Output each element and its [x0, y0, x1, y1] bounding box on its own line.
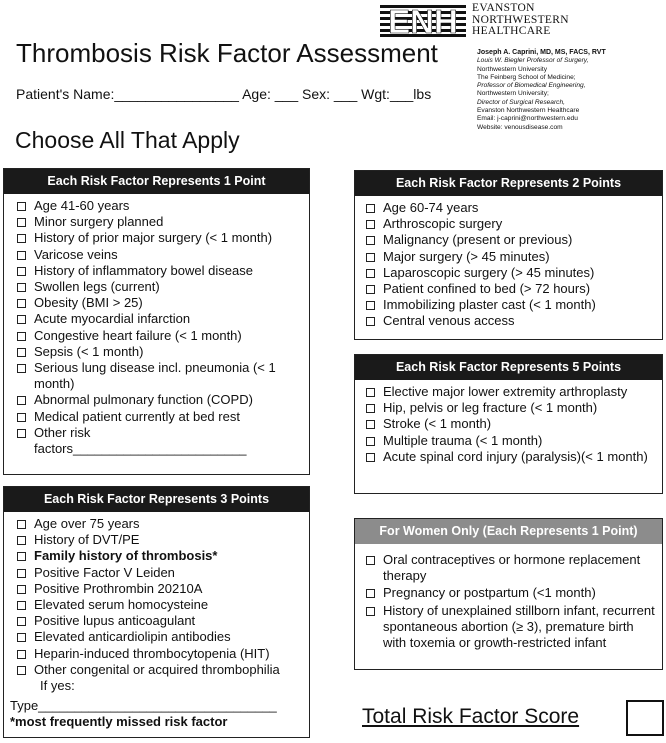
risk-factor-item[interactable]: Malignancy (present or previous): [365, 232, 656, 248]
risk-factor-item[interactable]: Central venous access: [365, 313, 656, 329]
risk-factor-item[interactable]: Age over 75 years: [16, 516, 303, 532]
risk-factor-item[interactable]: Major surgery (> 45 minutes): [365, 249, 656, 265]
checkbox-icon[interactable]: [17, 429, 26, 438]
checkbox-icon[interactable]: [17, 633, 26, 642]
checkbox-icon[interactable]: [17, 536, 26, 545]
author-line: The Feinberg School of Medicine;: [477, 73, 576, 81]
checkbox-icon[interactable]: [17, 218, 26, 227]
checkbox-icon[interactable]: [17, 332, 26, 341]
logo-line-2: NORTHWESTERN: [472, 13, 569, 26]
checkbox-icon[interactable]: [366, 204, 375, 213]
risk-factor-item[interactable]: Pregnancy or postpartum (<1 month): [365, 585, 656, 601]
two-point-header: Each Risk Factor Represents 2 Points: [355, 171, 662, 196]
risk-factor-item-other[interactable]: Other risk factors________________________: [16, 425, 303, 457]
author-line: Evanston Northwestern Healthcare: [477, 107, 580, 115]
risk-factor-item[interactable]: Positive Factor V Leiden: [16, 565, 303, 581]
checkbox-icon[interactable]: [17, 569, 26, 578]
one-point-header: Each Risk Factor Represents 1 Point: [4, 169, 309, 194]
risk-factor-item[interactable]: Elective major lower extremity arthroplasty: [365, 384, 656, 400]
risk-factor-item[interactable]: Obesity (BMI > 25): [16, 295, 303, 311]
risk-factor-item[interactable]: Arthroscopic surgery: [365, 216, 656, 232]
risk-factor-item[interactable]: Positive lupus anticoagulant: [16, 613, 303, 629]
checkbox-icon[interactable]: [17, 202, 26, 211]
enh-logo: [380, 3, 585, 39]
five-point-box: [354, 354, 663, 494]
checkbox-icon[interactable]: [17, 520, 26, 529]
risk-factor-item[interactable]: Minor surgery planned: [16, 214, 303, 230]
checkbox-icon[interactable]: [17, 364, 26, 373]
checkbox-icon[interactable]: [17, 396, 26, 405]
checkbox-icon[interactable]: [17, 601, 26, 610]
checkbox-icon[interactable]: [17, 299, 26, 308]
checkbox-icon[interactable]: [17, 251, 26, 260]
author-website: Website: venousdisease.com: [477, 123, 563, 131]
three-point-box: [3, 486, 310, 738]
checkbox-icon[interactable]: [366, 437, 375, 446]
logo-wordmark: [472, 3, 569, 38]
checkbox-icon[interactable]: [366, 220, 375, 229]
logo-line-3: HEALTHCARE: [472, 25, 551, 37]
checkbox-icon[interactable]: [366, 556, 375, 565]
risk-factor-item[interactable]: Age 41-60 years: [16, 198, 303, 214]
checkbox-icon[interactable]: [17, 234, 26, 243]
author-line: Director of Surgical Research,: [477, 98, 565, 106]
risk-factor-item[interactable]: Acute spinal cord injury (paralysis)(< 1 month): [365, 449, 656, 465]
checkbox-icon[interactable]: [366, 301, 375, 310]
checkbox-icon[interactable]: [366, 453, 375, 462]
risk-factor-item[interactable]: History of prior major surgery (< 1 month): [16, 230, 303, 246]
risk-factor-item[interactable]: Varicose veins: [16, 247, 303, 263]
checkbox-icon[interactable]: [366, 589, 375, 598]
enh-logo-mark: [380, 5, 466, 37]
risk-factor-item[interactable]: Patient confined to bed (> 72 hours): [365, 281, 656, 297]
women-only-box: [354, 518, 663, 670]
risk-factor-item[interactable]: Multiple trauma (< 1 month): [365, 433, 656, 449]
risk-factor-item[interactable]: Age 60-74 years: [365, 200, 656, 216]
checkbox-icon[interactable]: [366, 253, 375, 262]
two-point-box: [354, 170, 663, 340]
checkbox-icon[interactable]: [17, 267, 26, 276]
risk-factor-item[interactable]: Serious lung disease incl. pneumonia (< 1 month): [16, 360, 303, 392]
author-line: Professor of Biomedical Engineering,: [477, 82, 586, 90]
risk-factor-item[interactable]: Elevated anticardiolipin antibodies: [16, 629, 303, 645]
risk-factor-item[interactable]: Medical patient currently at bed rest: [16, 409, 303, 425]
risk-factor-item[interactable]: History of unexplained stillborn infant, recurrent spontaneous abortion (≥ 3), premature birth with toxemia or growth-restricted infant: [365, 603, 656, 652]
checkbox-icon[interactable]: [17, 348, 26, 357]
author-info: [477, 49, 662, 132]
checkbox-icon[interactable]: [17, 585, 26, 594]
five-point-header: Each Risk Factor Represents 5 Points: [355, 355, 662, 380]
enh-monogram: ENH: [388, 5, 458, 37]
risk-factor-item[interactable]: Laparoscopic surgery (> 45 minutes): [365, 265, 656, 281]
author-email: Email: j-caprini@northwestern.edu: [477, 115, 578, 123]
risk-factor-item[interactable]: Other congenital or acquired thrombophilia: [16, 662, 303, 678]
if-yes-label: If yes:: [40, 678, 75, 694]
footnote: *most frequently missed risk factor: [10, 714, 228, 729]
type-line[interactable]: Type_________________________________: [10, 698, 277, 713]
checkbox-icon[interactable]: [17, 315, 26, 324]
risk-factor-item[interactable]: History of DVT/PE: [16, 532, 303, 548]
risk-factor-item[interactable]: Congestive heart failure (< 1 month): [16, 328, 303, 344]
risk-factor-item[interactable]: Hip, pelvis or leg fracture (< 1 month): [365, 400, 656, 416]
risk-factor-item[interactable]: Stroke (< 1 month): [365, 416, 656, 432]
risk-factor-item[interactable]: Positive Prothrombin 20210A: [16, 581, 303, 597]
checkbox-icon[interactable]: [17, 552, 26, 561]
risk-factor-item[interactable]: Abnormal pulmonary function (COPD): [16, 392, 303, 408]
checkbox-icon[interactable]: [366, 285, 375, 294]
checkbox-icon[interactable]: [17, 617, 26, 626]
risk-factor-item[interactable]: History of inflammatory bowel disease: [16, 263, 303, 279]
checkbox-icon[interactable]: [366, 420, 375, 429]
author-line: Louis W. Biegler Professor of Surgery,: [477, 57, 589, 65]
checkbox-icon[interactable]: [366, 317, 375, 326]
risk-factor-item[interactable]: Elevated serum homocysteine: [16, 597, 303, 613]
total-score-label: Total Risk Factor Score: [362, 705, 580, 728]
checkbox-icon[interactable]: [366, 607, 375, 616]
women-only-header: For Women Only (Each Represents 1 Point): [355, 519, 662, 544]
total-score-box[interactable]: [626, 700, 664, 736]
checkbox-icon[interactable]: [366, 388, 375, 397]
page-title: Thrombosis Risk Factor Assessment: [16, 38, 438, 68]
checkbox-icon[interactable]: [17, 413, 26, 422]
three-point-header: Each Risk Factor Represents 3 Points: [4, 487, 309, 512]
risk-factor-item[interactable]: Swollen legs (current): [16, 279, 303, 295]
risk-factor-item[interactable]: Heparin-induced thrombocytopenia (HIT): [16, 646, 303, 662]
author-line: Northwestern University;: [477, 90, 549, 98]
checkbox-icon[interactable]: [366, 269, 375, 278]
author-name: Joseph A. Caprini, MD, MS, FACS, RVT: [477, 49, 606, 56]
one-point-box: [3, 168, 310, 475]
author-line: Northwestern University: [477, 65, 547, 73]
choose-heading: Choose All That Apply: [15, 127, 240, 153]
risk-factor-item[interactable]: Sepsis (< 1 month): [16, 344, 303, 360]
risk-factor-item[interactable]: Acute myocardial infarction: [16, 311, 303, 327]
patient-info-line[interactable]: Patient's Name:________________ Age: ___ Sex: ___ Wgt:___lbs: [16, 86, 432, 102]
checkbox-icon[interactable]: [366, 236, 375, 245]
checkbox-icon[interactable]: [366, 404, 375, 413]
risk-factor-item[interactable]: Immobilizing plaster cast (< 1 month): [365, 297, 656, 313]
checkbox-icon[interactable]: [17, 283, 26, 292]
risk-factor-item[interactable]: Family history of thrombosis*: [16, 548, 303, 564]
risk-factor-item[interactable]: Oral contraceptives or hormone replacement therapy: [365, 552, 656, 584]
logo-line-1: EVANSTON: [472, 2, 535, 14]
checkbox-icon[interactable]: [17, 650, 26, 659]
checkbox-icon[interactable]: [17, 666, 26, 675]
